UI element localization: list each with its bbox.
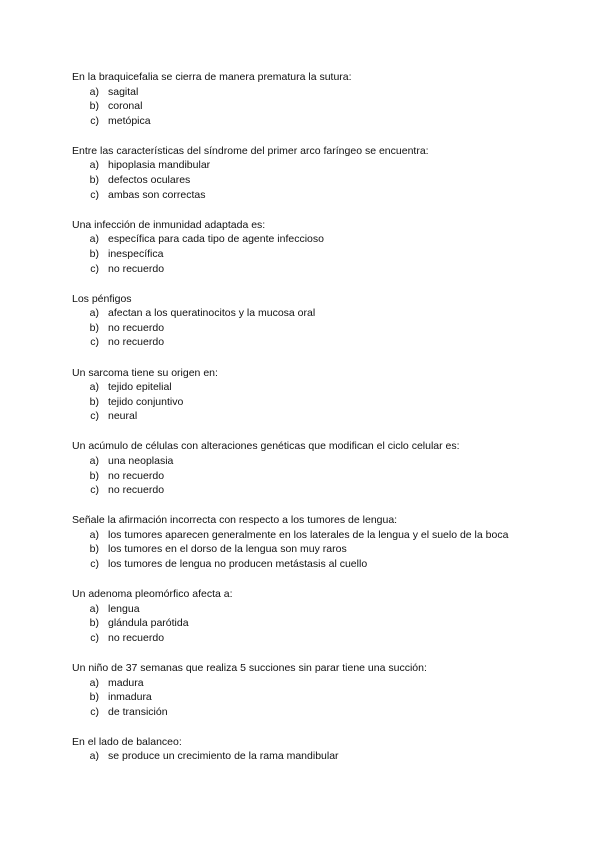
option-text: metópica bbox=[108, 114, 151, 127]
question-block bbox=[72, 439, 532, 497]
option-text: no recuerdo bbox=[108, 321, 165, 334]
question-stem: Un sarcoma tiene su origen en: bbox=[72, 366, 218, 379]
option-letter: c) bbox=[90, 410, 99, 423]
option-text: específica para cada tipo de agente infeccioso bbox=[108, 233, 324, 246]
option-letter: a) bbox=[89, 85, 99, 98]
option-letter: c) bbox=[90, 336, 99, 349]
question-stem: Un acúmulo de células con alteraciones genéticas que modifican el ciclo celular es: bbox=[72, 440, 460, 453]
option-text: tejido epitelial bbox=[108, 381, 172, 394]
option-text: glándula parótida bbox=[108, 617, 189, 630]
option-letter: b) bbox=[89, 174, 99, 187]
question-stem: Un adenoma pleomórfico afecta a: bbox=[72, 588, 233, 601]
answer-option bbox=[72, 306, 532, 321]
option-list bbox=[72, 380, 532, 424]
question-block bbox=[72, 70, 532, 128]
answer-option bbox=[72, 158, 532, 173]
answer-option bbox=[72, 602, 532, 617]
question-stem: Un niño de 37 semanas que realiza 5 succiones sin parar tiene una succión: bbox=[72, 662, 427, 674]
quiz-content bbox=[72, 70, 532, 780]
answer-option bbox=[72, 188, 532, 203]
question-stem: Entre las características del síndrome del primer arco faríngeo se encuentra: bbox=[72, 144, 429, 157]
answer-option bbox=[72, 469, 532, 484]
option-letter: a) bbox=[89, 602, 99, 615]
answer-option bbox=[72, 173, 532, 188]
answer-option bbox=[72, 483, 532, 498]
answer-option bbox=[72, 542, 532, 557]
option-text: afectan a los queratinocitos y la mucosa oral bbox=[108, 307, 316, 320]
option-letter: b) bbox=[89, 543, 99, 556]
option-text: no recuerdo bbox=[108, 262, 165, 275]
option-text: no recuerdo bbox=[108, 336, 165, 349]
option-list bbox=[72, 158, 532, 202]
answer-option bbox=[72, 690, 532, 705]
option-text: de transición bbox=[108, 705, 168, 718]
option-letter: c) bbox=[90, 558, 99, 571]
option-text: no recuerdo bbox=[108, 484, 165, 497]
option-list bbox=[72, 676, 532, 720]
question-stem: Una infección de inmunidad adaptada es: bbox=[72, 218, 266, 231]
option-text: no recuerdo bbox=[108, 469, 165, 482]
option-letter: a) bbox=[89, 750, 99, 763]
answer-option bbox=[72, 321, 532, 336]
option-letter: c) bbox=[90, 114, 99, 127]
question-block bbox=[72, 144, 532, 202]
answer-option bbox=[72, 380, 532, 395]
option-list bbox=[72, 528, 532, 572]
question-block bbox=[72, 366, 532, 424]
option-list bbox=[72, 602, 532, 646]
option-list bbox=[72, 232, 532, 276]
option-letter: b) bbox=[89, 247, 99, 260]
option-letter: a) bbox=[89, 676, 99, 689]
option-letter: c) bbox=[90, 705, 99, 718]
question-block bbox=[72, 513, 532, 571]
option-letter: b) bbox=[89, 395, 99, 408]
option-text: coronal bbox=[108, 100, 143, 113]
option-letter: b) bbox=[89, 691, 99, 704]
option-text: defectos oculares bbox=[108, 174, 191, 187]
option-letter: c) bbox=[90, 631, 99, 644]
question-block bbox=[72, 292, 532, 350]
option-letter: b) bbox=[89, 469, 99, 482]
answer-option bbox=[72, 631, 532, 646]
answer-option bbox=[72, 557, 532, 572]
answer-option bbox=[72, 409, 532, 424]
answer-option bbox=[72, 454, 532, 469]
option-letter: a) bbox=[89, 307, 99, 320]
option-text: una neoplasia bbox=[108, 454, 174, 467]
question-block bbox=[72, 735, 532, 764]
option-letter: a) bbox=[89, 454, 99, 467]
answer-option bbox=[72, 749, 532, 764]
option-list bbox=[72, 454, 532, 498]
option-letter: a) bbox=[89, 528, 99, 541]
answer-option bbox=[72, 99, 532, 114]
option-text: los tumores de lengua no producen metástasis al cuello bbox=[108, 558, 368, 571]
option-letter: c) bbox=[90, 262, 99, 275]
option-letter: b) bbox=[89, 617, 99, 630]
answer-option bbox=[72, 395, 532, 410]
answer-option bbox=[72, 676, 532, 691]
option-text: inespecífica bbox=[108, 247, 164, 260]
answer-option bbox=[72, 114, 532, 129]
question-block bbox=[72, 661, 532, 719]
answer-option bbox=[72, 335, 532, 350]
option-letter: a) bbox=[89, 233, 99, 246]
question-stem: En la braquicefalia se cierra de manera prematura la sutura: bbox=[72, 71, 352, 83]
question-stem: En el lado de balanceo: bbox=[72, 735, 182, 748]
answer-option bbox=[72, 616, 532, 631]
answer-option bbox=[72, 262, 532, 277]
option-text: lengua bbox=[108, 602, 140, 615]
option-text: no recuerdo bbox=[108, 631, 165, 644]
option-text: los tumores aparecen generalmente en los laterales de la lengua y el suelo de la boca bbox=[108, 528, 509, 541]
question-block bbox=[72, 587, 532, 645]
option-text: los tumores en el dorso de la lengua son muy raros bbox=[108, 543, 347, 556]
question-block bbox=[72, 218, 532, 276]
answer-option bbox=[72, 85, 532, 100]
option-text: neural bbox=[108, 410, 138, 423]
answer-option bbox=[72, 232, 532, 247]
option-text: se produce un crecimiento de la rama mandibular bbox=[108, 750, 339, 763]
option-letter: c) bbox=[90, 484, 99, 497]
option-text: hipoplasia mandibular bbox=[108, 159, 211, 172]
option-text: sagital bbox=[108, 85, 139, 98]
option-letter: a) bbox=[89, 159, 99, 172]
answer-option bbox=[72, 247, 532, 262]
answer-option bbox=[72, 705, 532, 720]
option-text: tejido conjuntivo bbox=[108, 395, 184, 408]
option-letter: b) bbox=[89, 100, 99, 113]
option-text: madura bbox=[108, 676, 144, 689]
option-letter: a) bbox=[89, 381, 99, 394]
option-text: inmadura bbox=[108, 691, 152, 704]
option-letter: b) bbox=[89, 321, 99, 334]
answer-option bbox=[72, 528, 532, 543]
option-text: ambas son correctas bbox=[108, 188, 206, 201]
option-list bbox=[72, 749, 532, 764]
question-stem: Señale la afirmación incorrecta con respecto a los tumores de lengua: bbox=[72, 514, 398, 527]
question-stem: Los pénfigos bbox=[72, 292, 132, 305]
option-list bbox=[72, 306, 532, 350]
option-list bbox=[72, 85, 532, 129]
option-letter: c) bbox=[90, 188, 99, 201]
